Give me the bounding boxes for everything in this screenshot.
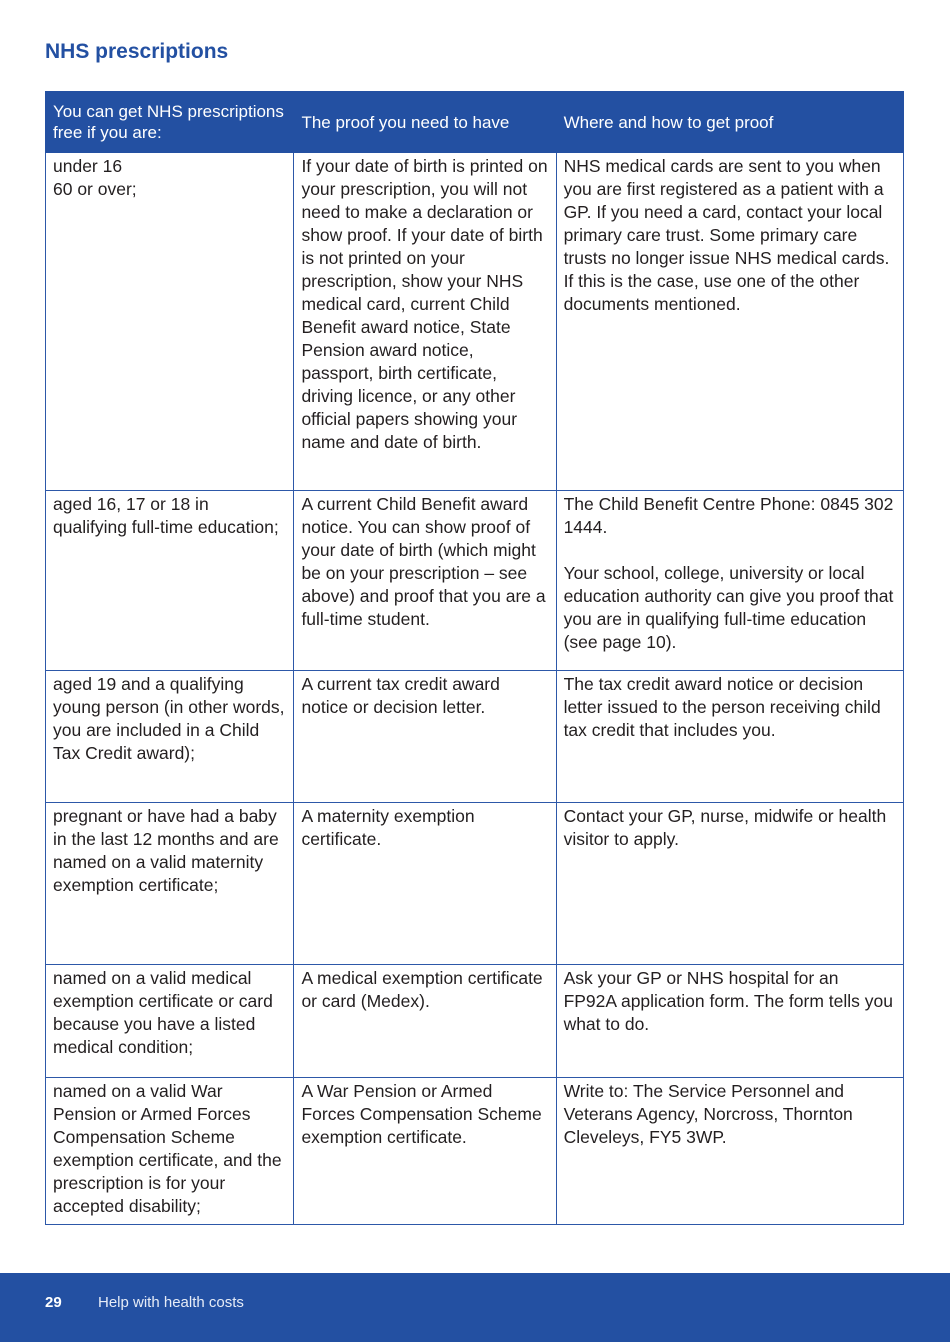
table-row	[46, 491, 904, 671]
proof-cell: A maternity exemption certificate.	[294, 803, 556, 965]
proof-cell: If your date of birth is printed on your prescription, you will not need to make a declaration or show proof. If your date of birth is not printed on your prescription, show your NHS medical card, current Child Benefit award notice, State Pension award notice, passport, birth certificate, driving licence, or any other official papers showing your name and date of birth.	[294, 153, 556, 491]
table-row	[46, 153, 904, 491]
where-cell: Ask your GP or NHS hospital for an FP92A application form. The form tells you what to do.	[556, 965, 903, 1078]
eligibility-cell: named on a valid medical exemption certificate or card because you have a listed medical condition;	[46, 965, 294, 1078]
page-title: NHS prescriptions	[45, 40, 229, 63]
eligibility-cell: pregnant or have had a baby in the last 12 months and are named on a valid maternity exemption certificate;	[46, 803, 294, 965]
table-header-row	[46, 92, 904, 153]
proof-cell: A current tax credit award notice or decision letter.	[294, 671, 556, 803]
eligibility-cell: aged 19 and a qualifying young person (in other words, you are included in a Child Tax Credit award);	[46, 671, 294, 803]
table-row	[46, 1078, 904, 1225]
proof-cell: A current Child Benefit award notice. You can show proof of your date of birth (which might be on your prescription – see above) and proof that you are a full-time student.	[294, 491, 556, 671]
table-row	[46, 965, 904, 1078]
eligibility-cell: named on a valid War Pension or Armed Forces Compensation Scheme exemption certificate, and the prescription is for your accepted disability;	[46, 1078, 294, 1225]
page-number: 29	[45, 1294, 62, 1311]
eligibility-cell: under 16 60 or over;	[46, 153, 294, 491]
header-where: Where and how to get proof	[556, 92, 903, 153]
where-cell: Write to: The Service Personnel and Veterans Agency, Norcross, Thornton Cleveleys, FY5 3WP.	[556, 1078, 903, 1225]
where-cell: NHS medical cards are sent to you when you are first registered as a patient with a GP. If you need a card, contact your local primary care trust. Some primary care trusts no longer issue NHS medical cards. If this is the case, use one of the other documents mentioned.	[556, 153, 903, 491]
table-row	[46, 803, 904, 965]
proof-cell: A War Pension or Armed Forces Compensation Scheme exemption certificate.	[294, 1078, 556, 1225]
header-eligibility: You can get NHS prescriptions free if you are:	[46, 92, 294, 153]
eligibility-cell: aged 16, 17 or 18 in qualifying full-time education;	[46, 491, 294, 671]
header-proof: The proof you need to have	[294, 92, 556, 153]
footer-title: Help with health costs	[98, 1294, 244, 1311]
table-row	[46, 671, 904, 803]
where-cell: The Child Benefit Centre Phone: 0845 302 1444. Your school, college, university or local education authority can give you proof that you are in qualifying full-time education (see page 10).	[556, 491, 903, 671]
page-footer	[0, 1273, 950, 1342]
where-cell: Contact your GP, nurse, midwife or health visitor to apply.	[556, 803, 903, 965]
prescription-proof-table	[45, 91, 904, 1225]
where-cell: The tax credit award notice or decision letter issued to the person receiving child tax credit that includes you.	[556, 671, 903, 803]
proof-cell: A medical exemption certificate or card (Medex).	[294, 965, 556, 1078]
